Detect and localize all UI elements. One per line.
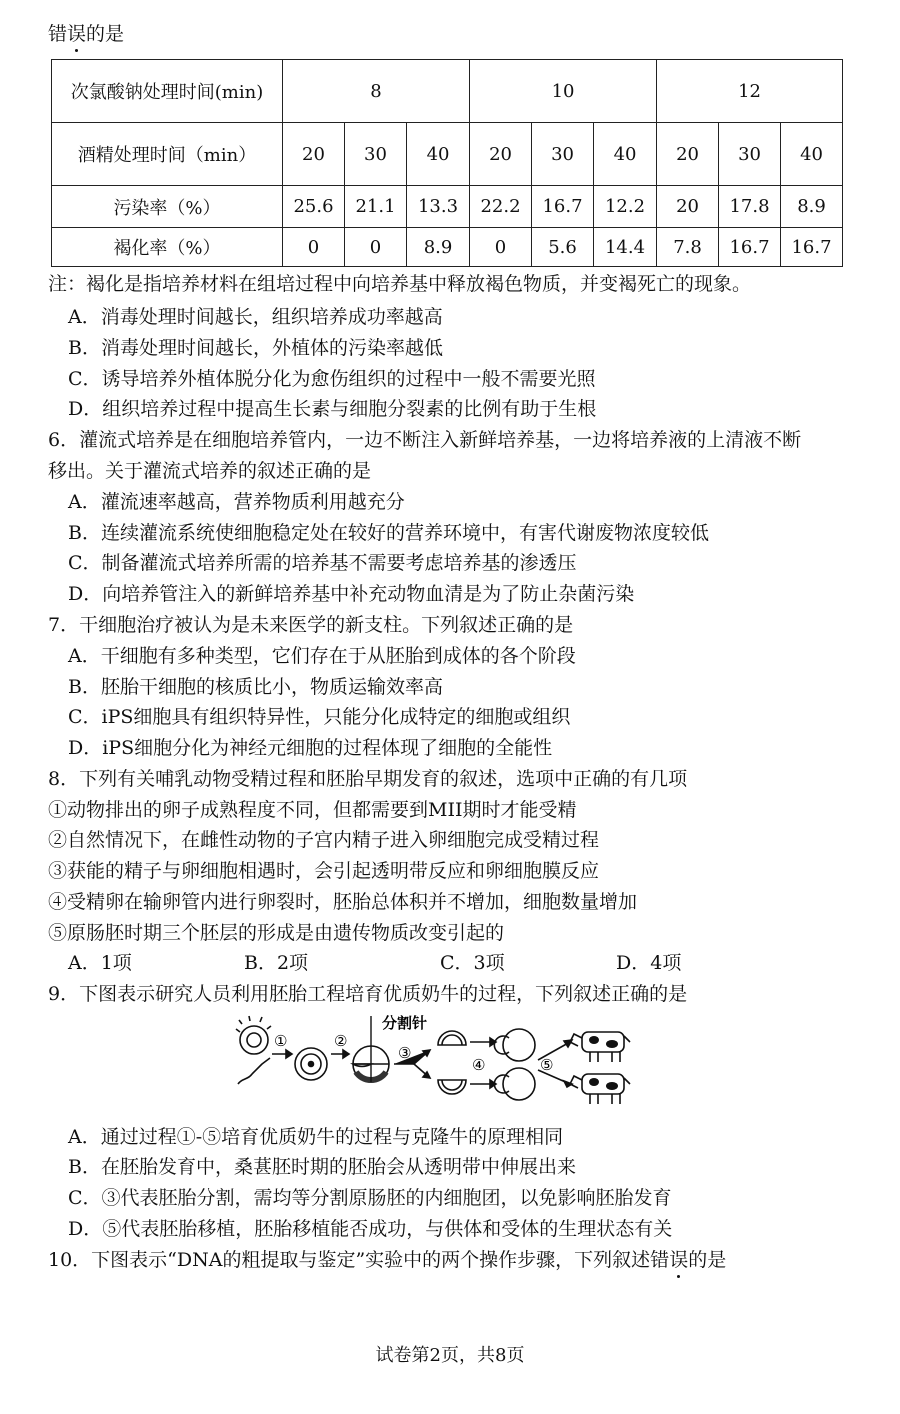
table-cell: 0 [345,228,407,267]
option-b: B．胚胎干细胞的核质比小，物质运输效率高 [68,676,443,698]
option-d: D．向培养管注入的新鲜培养基中补充动物血清是为了防止杂菌污染 [68,583,635,605]
option-d: D．4项 [616,952,682,974]
statement: ⑤原肠胚时期三个胚层的形成是由遗传物质改变引起的 [48,922,505,944]
question-stem: 7．干细胞治疗被认为是未来医学的新支柱。下列叙述正确的是 [48,614,574,636]
experiment-table [51,59,843,267]
table-cell: 16.7 [719,228,781,267]
option-b: B．连续灌流系统使细胞稳定处在较好的营养环境中，有害代谢废物浓度较低 [68,522,709,544]
table-cell: 7.8 [657,228,719,267]
table-cell: 0 [283,228,345,267]
question-stem: 移出。关于灌流式培养的叙述正确的是 [48,460,372,482]
option-c: C．③代表胚胎分割，需均等分割原肠胚的内细胞团，以免影响胚胎发育 [68,1187,672,1209]
option-a: A．1项 [68,952,132,974]
table-cell: 8.9 [781,186,843,228]
option-c: C．制备灌流式培养所需的培养基不需要考虑培养基的渗透压 [68,552,577,574]
table-row [52,186,843,228]
table-cell: 40 [781,123,843,186]
option-a: A．干细胞有多种类型，它们存在于从胚胎到成体的各个阶段 [68,645,576,667]
table-cell: 12.2 [594,186,657,228]
statement: ④受精卵在输卵管内进行卵裂时，胚胎总体积并不增加，细胞数量增加 [48,891,638,913]
table-cell: 13.3 [407,186,470,228]
option-b: B．在胚胎发育中，桑葚胚时期的胚胎会从透明带中伸展出来 [68,1156,576,1178]
table-cell: 20 [657,123,719,186]
table-row [52,123,843,186]
figure-label: 分割针 [382,1014,428,1032]
question-stem: 9．下图表示研究人员利用胚胎工程培育优质奶牛的过程，下列叙述正确的是 [48,983,688,1005]
option-c: C．iPS细胞具有组织特异性，只能分化成特定的细胞或组织 [68,706,571,728]
table-cell: 16.7 [532,186,594,228]
question-stem-tail: 错误的是 [48,23,125,45]
table-row [52,228,843,267]
table-cell: 22.2 [470,186,532,228]
statement: ①动物排出的卵子成熟程度不同，但都需要到MII期时才能受精 [48,799,577,821]
option-a: A．通过过程①-⑤培育优质奶牛的过程与克隆牛的原理相同 [68,1126,564,1148]
question-stem: 6．灌流式培养是在细胞培养管内，一边不断注入新鲜培养基，一边将培养液的上清液不断 [48,429,802,451]
option-a: A．消毒处理时间越长，组织培养成功率越高 [68,306,443,328]
table-cell: 30 [532,123,594,186]
table-cell: 14.4 [594,228,657,267]
option-b: B．2项 [244,952,309,974]
option-a: A．灌流速率越高，营养物质利用越充分 [68,491,405,513]
option-b: B．消毒处理时间越长，外植体的污染率越低 [68,337,443,359]
table-cell: 21.1 [345,186,407,228]
option-d: D．⑤代表胚胎移植，胚胎移植能否成功，与供体和受体的生理状态有关 [68,1218,673,1240]
step-label: ① [274,1032,288,1050]
table-cell: 20 [470,123,532,186]
table-cell: 20 [283,123,345,186]
option-d: D．组织培养过程中提高生长素与细胞分裂素的比例有助于生根 [68,398,597,420]
table-cell: 10 [470,60,657,123]
step-label: ② [334,1032,348,1050]
table-cell: 8 [283,60,470,123]
option-c: C．3项 [440,952,505,974]
table-cell: 30 [719,123,781,186]
page-footer: 试卷第2页，共8页 [375,1345,525,1366]
table-cell: 8.9 [407,228,470,267]
option-c: C．诱导培养外植体脱分化为愈伤组织的过程中一般不需要光照 [68,368,596,390]
row-label: 褐化率（%） [52,228,283,267]
emphasis-char: 误 [669,1249,689,1271]
step-label: ③ [398,1044,412,1062]
table-cell: 40 [407,123,470,186]
step-label: ④ [472,1056,486,1074]
table-note: 注：褐化是指培养材料在组培过程中向培养基中释放褐色物质，并变褐死亡的现象。 [48,273,752,295]
row-label: 污染率（%） [52,186,283,228]
table-row [52,60,843,123]
row-label: 酒精处理时间（min） [52,123,283,186]
step-label: ⑤ [540,1056,554,1074]
question-stem: 8．下列有关哺乳动物受精过程和胚胎早期发育的叙述，选项中正确的有几项 [48,768,688,790]
statement: ③获能的精子与卵细胞相遇时，会引起透明带反应和卵细胞膜反应 [48,860,600,882]
embryo-engineering-figure [232,1012,642,1118]
question-stem: 10．下图表示“DNA的粗提取与鉴定”实验中的两个操作步骤，下列叙述错误的是 [48,1249,727,1271]
table-cell: 16.7 [781,228,843,267]
table-cell: 0 [470,228,532,267]
table-cell: 5.6 [532,228,594,267]
row-label: 次氯酸钠处理时间(min) [52,60,283,123]
table-cell: 25.6 [283,186,345,228]
table-cell: 40 [594,123,657,186]
table-cell: 30 [345,123,407,186]
table-cell: 12 [657,60,843,123]
table-cell: 17.8 [719,186,781,228]
emphasis-char: 误 [67,23,87,45]
table-cell: 20 [657,186,719,228]
statement: ②自然情况下，在雌性动物的子宫内精子进入卵细胞完成受精过程 [48,829,600,851]
option-d: D．iPS细胞分化为神经元细胞的过程体现了细胞的全能性 [68,737,553,759]
